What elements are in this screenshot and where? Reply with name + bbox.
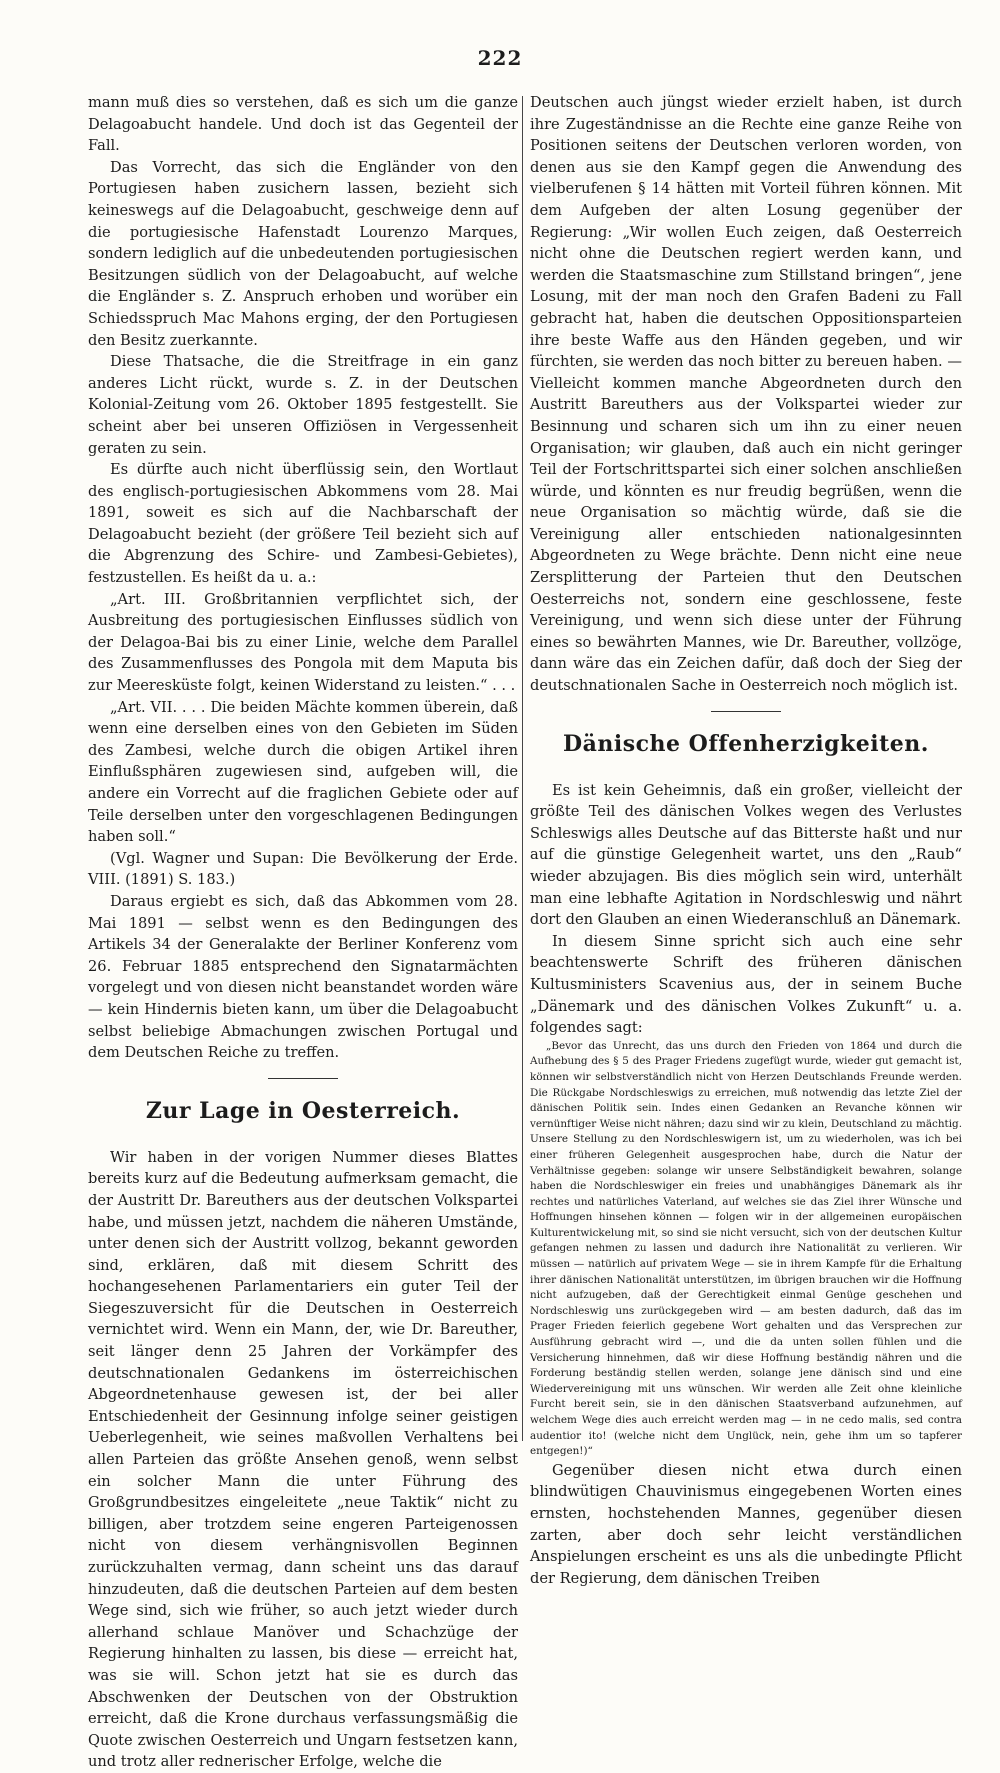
quote-paragraph: „Art. III. Großbritannien verpflichtet sich, der Ausbreitung des portugiesischen Einflusses südlich von der Delagoa-Bai bis zu einer Linie, welche dem Parallel des Zusammenflusses des Pongola mit dem Maputa bis zur Meeresküste folgt, keinen Widerstand zu leisten.“ . . . xyxy=(88,590,518,695)
paragraph: Es dürfte auch nicht überflüssig sein, den Wortlaut des englisch-portugiesischen Abkommens vom 28. Mai 1891, soweit es sich auf die Nachbarschaft der Delagoabucht bezieht (der größere Teil bezieht sich auf die Abgrenzung des Schire- und Zambesi-Gebietes), festzustellen. Es heißt da u. a.: xyxy=(88,461,518,587)
right-column xyxy=(530,92,962,1589)
paragraph: Das Vorrecht, das sich die Engländer von den Portugiesen haben zusichern lassen, bezieht sich keineswegs auf die Delagoabucht, geschweige denn auf die portugiesische Hafenstadt Lourenzo Marques, sondern lediglich auf die unbedeutenden portugiesischen Besitzungen südlich von der Delagoabucht, auf welche die Engländer s. Z. Anspruch erhoben und worüber ein Schiedsspruch Mac Mahons erging, der den Portugiesen den Besitz zuerkannte. xyxy=(88,158,518,349)
paragraph: Gegenüber diesen nicht etwa durch einen blindwütigen Chauvinismus eingegebenen Worten eines ernsten, hochstehenden Mannes, gegenüber diesen zarten, aber doch sehr leicht verständlichen Anspielungen erscheint es uns als die unbedingte Pflicht der Regierung, dem dänischen Treiben xyxy=(530,1461,962,1587)
section-title: Dänische Offenherzigkeiten. xyxy=(563,730,929,757)
column-divider xyxy=(522,96,523,1441)
small-quote: „Bevor das Unrecht, das uns durch den Frieden von 1864 und durch die Aufhebung des § 5 des Prager Friedens zugefügt wurde, wieder gut gemacht ist, können wir selbstverständlich nicht von Herzen Deutschlands Freunde werden. Die Rückgabe Nordschleswigs zu erreichen, muß notwendig das letzte Ziel der dänischen Politik sein. Indes einen Gedanken an Revanche können wir vernünftiger Weise nicht nähren; dazu sind wir zu klein, Deutschland zu mächtig. Unsere Stellung zu den Nordschleswigern ist, um zu wiederholen, was ich bei einer früheren Gelegenheit ausgesprochen habe, durch die Natur der Verhältnisse gegeben: solange wir unsere Selbständigkeit bewahren, solange haben die Nordschleswiger ein freies und unabhängiges Dänemark als ihr rechtes und natürliches Vaterland, auf welches sie das Ziel ihrer Wünsche und Hoffnungen hinsehen können — folgen wir in der allgemeinen europäischen Kulturentwickelung mit, so sind sie nicht versucht, sich von der deutschen Kultur gefangen nehmen zu lassen und dadurch ihre Nationalität zu verlieren. Wir müssen — natürlich auf privatem Wege — sie in ihrem Kampfe für die Erhaltung ihrer dänischen Nationalität unterstützen, im übrigen brauchen wir die Hoffnung nicht aufzugeben, daß der Gerechtigkeit einmal Genüge geschehen und Nordschleswig uns zurückgegeben wird — am besten dadurch, daß das im Prager Frieden feierlich gegebene Wort gehalten und das Versprechen zur Ausführung gebracht wird —, und die da unten sollen fühlen und die Versicherung hinnehmen, daß wir diese Hoffnung beständig nähren und die Forderung beständig stellen werden, solange jene dänisch sind und eine Wiedervereinigung mit uns wünschen. Wir werden alle Zeit ohne kleinliche Furcht bereit sein, sie in den dänischen Staatsverband aufzunehmen, auf welchem Wege dies auch erreicht werden mag — in ne cedo malis, sed contra audentior ito! (welche nicht dem Unglück, nein, gehe ihm um so tapferer entgegen!)“ xyxy=(530,1039,962,1458)
citation: (Vgl. Wagner und Supan: Die Bevölkerung der Erde. VIII. (1891) S. 183.) xyxy=(88,849,518,889)
paragraph: Deutschen auch jüngst wieder erzielt haben, ist durch ihre Zugeständnisse an die Rechte eine ganze Reihe von Positionen seitens der Deutschen verloren worden, von denen aus sie den Kampf gegen die Anwendung des vielberufenen § 14 hätten mit Vorteil führen können. Mit dem Aufgeben der alten Losung gegenüber der Regierung: „Wir wollen Euch zeigen, daß Oesterreich nicht ohne die Deutschen regiert werden kann, und werden die Staatsmaschine zum Stillstand bringen“, jene Losung, mit der man noch den Grafen Badeni zu Fall gebracht hat, haben die deutschen Oppositionsparteien ihre beste Waffe aus den Händen gegeben, und wir fürchten, sie werden das noch bitter zu bereuen haben. — Vielleicht kommen manche Abgeordneten durch den Austritt Bareuthers aus der Volkspartei wieder zur Besinnung und scharen sich um ihn zu einer neuen Organisation; wir glauben, daß auch ein nicht geringer Teil der Fortschrittspartei sich einer solchen anschließen würde, und könnten es nur freudig begrüßen, wenn die neue Organisation so mächtig würde, daß sie die Vereinigung aller entschieden nationalgesinnten Abgeordneten zu Wege brächte. Denn nicht eine neue Zersplitterung der Parteien thut den Deutschen Oesterreichs not, sondern eine geschlossene, feste Vereinigung, und wenn sich diese unter der Führung eines so bewährten Mannes, wie Dr. Bareuther, vollzöge, dann wäre das ein Zeichen dafür, daß doch der Sieg der deutschnationalen Sache in Oesterreich noch möglich ist. xyxy=(530,94,962,695)
paragraph: mann muß dies so verstehen, daß es sich um die ganze Delagoabucht handele. Und doch ist das Gegenteil der Fall. xyxy=(88,94,518,155)
section-separator xyxy=(711,711,781,712)
section-title: Zur Lage in Oesterreich. xyxy=(145,1097,461,1124)
paragraph: Es ist kein Geheimnis, daß ein großer, vielleicht der größte Teil des dänischen Volkes wegen des Verlustes Schleswigs alles Deutsche auf das Bitterste haßt und nur auf die günstige Gelegenheit wartet, uns den „Raub“ wieder abzujagen. Bis dies möglich sein wird, unterhält man eine lebhafte Agitation in Nordschleswig und nährt dort den Glauben an einen Wiederanschluß an Dänemark. xyxy=(530,781,962,929)
page-number: 222 xyxy=(477,46,523,70)
quote-paragraph: „Art. VII. . . . Die beiden Mächte kommen überein, daß wenn eine derselben eines von den Gebieten im Süden des Zambesi, welche durch die obigen Artikel ihren Einflußsphären zugewiesen sind, aufgeben will, die andere ein Vorrecht auf die fraglichen Gebiete oder auf Teile derselben unter den vorgeschlagenen Bedingungen haben soll.“ xyxy=(88,698,518,846)
paragraph: In diesem Sinne spricht sich auch eine sehr beachtenswerte Schrift des früheren dänischen Kultusministers Scavenius aus, der in seinem Buche „Dänemark und des dänischen Volkes Zukunft“ u. a. folgendes sagt: xyxy=(530,932,962,1037)
left-column xyxy=(88,92,518,1773)
section-separator xyxy=(268,1078,338,1079)
paragraph: Diese Thatsache, die die Streitfrage in ein ganz anderes Licht rückt, wurde s. Z. in der Deutschen Kolonial-Zeitung vom 26. Oktober 1895 festgestellt. Sie scheint aber bei unseren Offiziösen in Vergessenheit geraten zu sein. xyxy=(88,353,518,457)
paragraph: Wir haben in der vorigen Nummer dieses Blattes bereits kurz auf die Bedeutung aufmerksam gemacht, die der Austritt Dr. Bareuthers aus der deutschen Volkspartei habe, und müssen jetzt, nachdem die näheren Umstände, unter denen sich der Austritt vollzog, bekannt geworden sind, erklären, daß mit diesem Schritt des hochangesehenen Parlamentariers ein guter Teil der Siegeszuversicht für die Deutschen in Oesterreich vernichtet wird. Wenn ein Mann, der, wie Dr. Bareuther, seit länger denn 25 Jahren der Vorkämpfer des deutschnationalen Gedankens im österreichischen Abgeordnetenhause gewesen ist, der bei aller Entschiedenheit der Gesinnung infolge seiner geistigen Ueberlegenheit, wie seines maßvollen Verhaltens bei allen Parteien das größte Ansehen genoß, wenn selbst ein solcher Mann die unter Führung des Großgrundbesitzes eingeleitete „neue Taktik“ nicht zu billigen, aber trotzdem seine engeren Parteigenossen nicht von diesem verhängnisvollen Beginnen zurückzuhalten vermag, dann scheint uns das darauf hinzudeuten, daß die deutschen Parteien auf dem besten Wege sind, sich wie früher, so auch jetzt wieder durch allerhand schlaue Manöver und Schachzüge der Regierung hinhalten zu lassen, bis diese — erreicht hat, was sie will. Schon jetzt hat sie es durch das Abschwenken der Deutschen von der Obstruktion erreicht, daß die Krone durchaus verfassungsmäßig die Quote zwischen Oesterreich und Ungarn festsetzen kann, und trotz aller rednerischer Erfolge, welche die xyxy=(88,1148,518,1771)
paragraph: Daraus ergiebt es sich, daß das Abkommen vom 28. Mai 1891 — selbst wenn es den Bedingungen des Artikels 34 der Generalakte der Berliner Konferenz vom 26. Februar 1885 entsprechend den Signatarmächten vorgelegt und von diesen nicht beanstandet worden wäre — kein Hindernis bieten kann, um über die Delagoabucht selbst beliebige Abmachungen zwischen Portugal und dem Deutschen Reiche zu treffen. xyxy=(88,892,518,1062)
